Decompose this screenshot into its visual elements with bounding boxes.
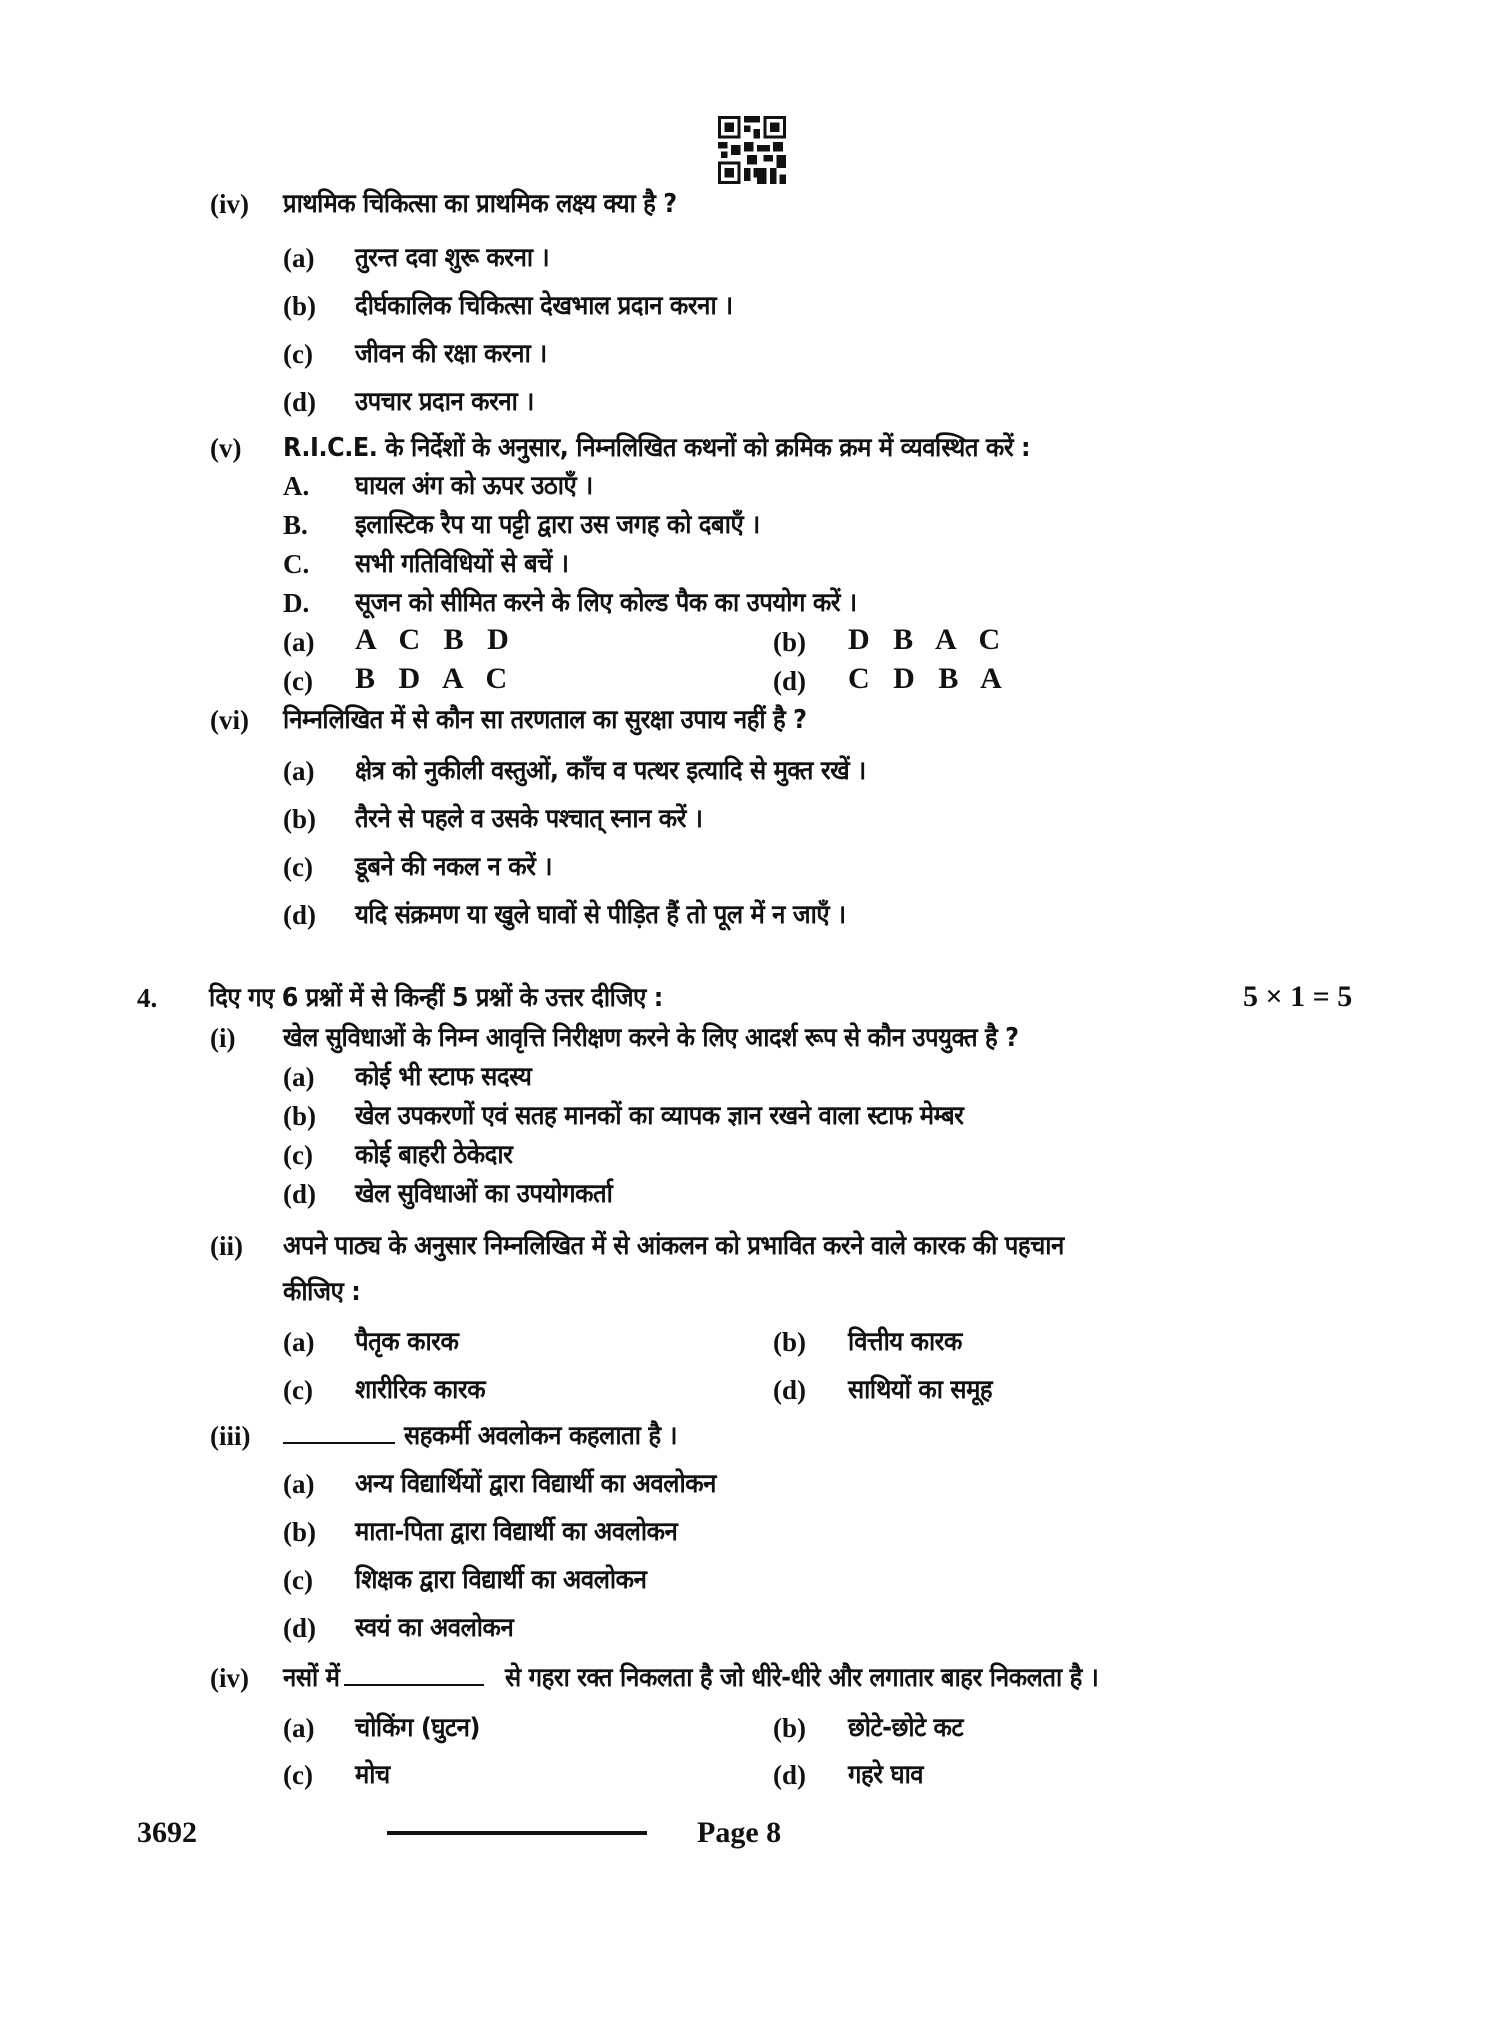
option-text [355, 801, 733, 837]
option-c-label: (c) [283, 339, 313, 369]
question-text-wrap [283, 1020, 1082, 1056]
option-d-text: स्वयं का अवलोकन [355, 1613, 514, 1643]
option-text [355, 1324, 467, 1360]
option-b-text: D B A C [848, 623, 1009, 656]
option-label [283, 1137, 313, 1174]
option-d-label: (d) [283, 387, 316, 417]
question-text: निम्नलिखित में से कौन सा तरणताल का सुरक्षा उपाय नहीं है ? [283, 705, 807, 735]
question-number: (iv) [210, 1663, 249, 1693]
option-label [773, 1757, 806, 1794]
option-d-label: (d) [283, 900, 316, 930]
option-label [283, 663, 313, 700]
option-text [355, 1514, 705, 1550]
option-a-text: अन्य विद्यार्थियों द्वारा विद्यार्थी का अवलोकन [355, 1469, 716, 1499]
question-4-iv [210, 1660, 249, 1697]
option-label [283, 897, 316, 934]
option-b-label: (b) [283, 1517, 316, 1547]
question-text-wrap [505, 1660, 1150, 1696]
option-label [283, 1098, 316, 1135]
option-d-label: (d) [773, 1375, 806, 1405]
option-b-text: खेल उपकरणों एवं सतह मानकों का व्यापक ज्ञान रखने वाला स्टाफ मेम्बर [355, 1101, 964, 1131]
option-b-label: (b) [773, 1327, 806, 1357]
option-label [283, 384, 316, 421]
question-4-i [210, 1020, 235, 1057]
question-text: खेल सुविधाओं के निम्न आवृत्ति निरीक्षण करने के लिए आदर्श रूप से कौन उपयुक्त है ? [283, 1023, 1019, 1053]
option-label [283, 624, 314, 661]
option-text [355, 288, 766, 324]
footer-divider [387, 1831, 647, 1835]
fill-in-blank [283, 1418, 395, 1444]
option-a-label: (a) [283, 1713, 315, 1743]
option-a-text: पैतृक कारक [355, 1327, 459, 1357]
question-text: R.I.C.E. के निर्देशों के अनुसार, निम्नलिखित कथनों को क्रमिक क्रम में व्यवस्थित करें : [283, 433, 1031, 463]
option-text [848, 1324, 972, 1360]
statement-label [283, 468, 309, 505]
option-label [283, 849, 313, 886]
option-label [283, 1562, 313, 1599]
question-4-iii [210, 1418, 251, 1455]
question-number: (i) [210, 1023, 236, 1053]
question-text-wrap [283, 702, 852, 738]
option-label [283, 288, 316, 325]
statement-text [355, 546, 587, 582]
option-text [355, 1562, 672, 1598]
statement-text [355, 585, 900, 621]
option-label [773, 1372, 806, 1409]
option-text [355, 240, 566, 276]
question-text-line1: अपने पाठ्य के अनुसार निम्नलिखित में से आंकलन को प्रभावित करने वाले कारक की पहचान [283, 1231, 1064, 1261]
option-text [355, 1372, 496, 1408]
statement-a-label: A. [283, 471, 310, 501]
option-label [283, 1757, 313, 1794]
option-b-label: (b) [283, 804, 316, 834]
option-label [283, 801, 316, 838]
statement-label [283, 585, 309, 622]
statement-text [355, 468, 613, 504]
option-text [355, 1710, 491, 1746]
instruction-text: दिए गए 6 प्रश्नों में से किन्हीं 5 प्रश्नों के उत्तर दीजिए : [209, 983, 663, 1013]
statement-label [283, 507, 308, 544]
statement-c-label: C. [283, 549, 310, 579]
option-text [848, 661, 1010, 698]
option-text [848, 1757, 930, 1793]
option-label [283, 1466, 314, 1503]
option-text [355, 1176, 635, 1212]
option-label [283, 1324, 314, 1361]
question-number: 4. [137, 983, 158, 1013]
option-text [355, 336, 563, 372]
statement-a-text: घायल अंग को ऊपर उठाएँ । [355, 471, 593, 501]
option-c-label: (c) [283, 666, 313, 696]
question-text-before: नसों में [283, 1663, 340, 1693]
option-text [355, 1610, 527, 1646]
marks-allocation [1243, 979, 1352, 1016]
statement-c-text: सभी गतिविधियों से बचें । [355, 549, 569, 579]
option-c-text: मोच [355, 1760, 390, 1790]
option-label [283, 1176, 316, 1213]
option-c-text: शारीरिक कारक [355, 1375, 486, 1405]
question-text-wrap [283, 1228, 1132, 1264]
question-number: (ii) [210, 1231, 243, 1261]
option-b-text: वित्तीय कारक [848, 1327, 962, 1357]
option-label [283, 1710, 314, 1747]
option-label [283, 1610, 316, 1647]
option-label [283, 1059, 314, 1096]
option-label [773, 1324, 806, 1361]
question-text-after: से गहरा रक्त निकलता है जो धीरे-धीरे और लगातार बाहर निकलता है । [505, 1663, 1099, 1693]
question-number: (vi) [210, 705, 249, 735]
option-d-text: खेल सुविधाओं का उपयोगकर्ता [355, 1179, 613, 1209]
option-d-text: गहरे घाव [848, 1760, 924, 1790]
option-text [848, 1710, 973, 1746]
question-4-number [137, 980, 157, 1017]
option-a-label: (a) [283, 1062, 315, 1092]
qr-code-icon [716, 116, 788, 184]
option-text [355, 1098, 1016, 1134]
option-b-label: (b) [283, 291, 316, 321]
option-c-label: (c) [283, 1565, 313, 1595]
option-d-text: उपचार प्रदान करना । [355, 387, 534, 417]
option-d-label: (d) [283, 1179, 316, 1209]
option-label [283, 336, 313, 373]
option-b-label: (b) [773, 1713, 806, 1743]
paper-code: 3692 [137, 1816, 197, 1849]
option-c-label: (c) [283, 1140, 313, 1170]
option-a-label: (a) [283, 1469, 315, 1499]
statement-b-label: B. [283, 510, 308, 540]
option-a-label: (a) [283, 756, 315, 786]
option-text [355, 661, 515, 698]
option-a-text: A C B D [355, 623, 517, 656]
marks-text: 5 × 1 = 5 [1243, 980, 1353, 1013]
option-b-text: माता-पिता द्वारा विद्यार्थी का अवलोकन [355, 1517, 678, 1547]
option-d-label: (d) [773, 1760, 806, 1790]
option-c-text: डूबने की नकल न करें । [355, 852, 552, 882]
option-d-text: साथियों का समूह [848, 1375, 993, 1405]
option-a-text: क्षेत्र को नुकीली वस्तुओं, काँच व पत्थर इत्यादि से मुक्त रखें । [355, 756, 866, 786]
question-3-iv [210, 186, 249, 223]
question-4-ii [210, 1228, 243, 1265]
fill-in-blank [344, 1660, 484, 1686]
option-label [283, 1372, 313, 1409]
option-a-text: कोई भी स्टाफ सदस्य [355, 1062, 532, 1092]
option-a-label: (a) [283, 627, 315, 657]
option-b-text: छोटे-छोटे कट [848, 1713, 964, 1743]
option-label [773, 1710, 806, 1747]
option-a-text: तुरन्त दवा शुरू करना । [355, 243, 550, 273]
question-3-v [210, 430, 241, 467]
option-text [355, 849, 569, 885]
option-c-text: कोई बाहरी ठेकेदार [355, 1140, 513, 1170]
option-d-label: (d) [773, 666, 806, 696]
option-text [355, 1757, 393, 1793]
question-text-wrap [283, 430, 1095, 466]
option-c-label: (c) [283, 1760, 313, 1790]
statement-d-label: D. [283, 588, 310, 618]
option-c-text: B D A C [355, 662, 516, 695]
option-d-text: C D B A [848, 662, 1010, 695]
question-4-instruction [209, 980, 702, 1016]
option-label [283, 753, 314, 790]
option-d-text: यदि संक्रमण या खुले घावों से पीड़ित हैं तो पूल में न जाएँ । [355, 900, 846, 930]
option-text [848, 1372, 1005, 1408]
option-c-text: जीवन की रक्षा करना । [355, 339, 547, 369]
question-number: (v) [210, 433, 242, 463]
question-text: सहकर्मी अवलोकन कहलाता है । [404, 1421, 678, 1451]
option-label [283, 240, 314, 277]
option-text [355, 897, 888, 933]
option-label [773, 624, 806, 661]
question-text-wrap [283, 1660, 484, 1696]
question-text: प्राथमिक चिकित्सा का प्राथमिक लक्ष्य क्या है ? [283, 189, 677, 219]
question-number: (iii) [210, 1421, 251, 1451]
option-label [773, 663, 806, 700]
question-3-vi [210, 702, 249, 739]
option-label [283, 1514, 316, 1551]
page-number: Page 8 [697, 1816, 782, 1849]
statement-d-text: सूजन को सीमित करने के लिए कोल्ड पैक का उपयोग करें । [355, 588, 857, 618]
option-text [355, 622, 517, 659]
statement-label [283, 546, 309, 583]
option-a-text: चोकिंग (घुटन) [355, 1713, 480, 1743]
option-c-label: (c) [283, 852, 313, 882]
option-text [355, 753, 910, 789]
option-a-label: (a) [283, 1327, 315, 1357]
option-b-text: तैरने से पहले व उसके पश्चात् स्नान करें । [355, 804, 703, 834]
option-c-label: (c) [283, 1375, 313, 1405]
statement-text [355, 507, 795, 543]
question-text-wrap [283, 1274, 367, 1310]
option-text [355, 1466, 747, 1502]
statement-b-text: इलास्टिक रैप या पट्टी द्वारा उस जगह को दबाएँ । [355, 510, 760, 540]
option-c-text: शिक्षक द्वारा विद्यार्थी का अवलोकन [355, 1565, 647, 1595]
option-text [355, 1137, 526, 1173]
option-b-label: (b) [773, 627, 806, 657]
question-text-wrap [283, 1418, 701, 1454]
option-d-label: (d) [283, 1613, 316, 1643]
option-b-text: दीर्घकालिक चिकित्सा देखभाल प्रदान करना । [355, 291, 733, 321]
option-a-label: (a) [283, 243, 315, 273]
option-text [355, 384, 549, 420]
question-number: (iv) [210, 189, 249, 219]
option-text [355, 1059, 547, 1095]
question-text-wrap [283, 186, 711, 222]
option-text [848, 622, 1008, 659]
question-text-line2: कीजिए : [283, 1277, 361, 1307]
option-b-label: (b) [283, 1101, 316, 1131]
